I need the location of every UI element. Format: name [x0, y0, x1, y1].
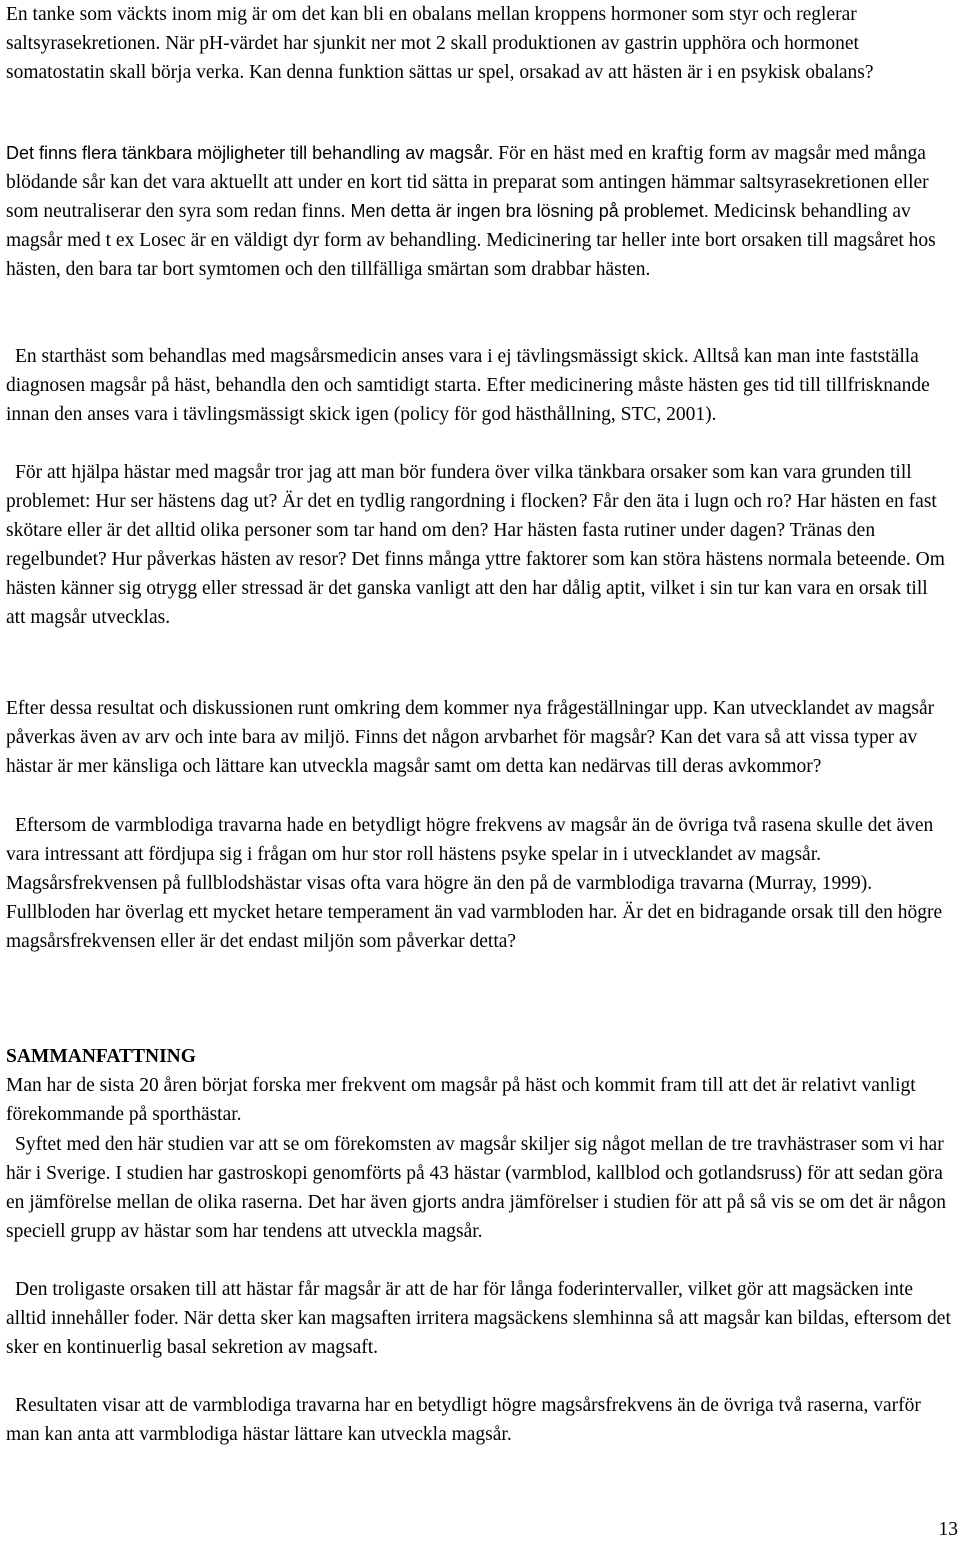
p4-text: För att hjälpa hästar med magsår tror jag att man bör fundera över vilka tänkbara orsaker som kan vara grunden till problemet: Hur ser hästens dag ut? Är det en tydlig rangordning i flocken? Får den äta i lugn och ro? Har hästen en fast skötare eller är det alltid olika personer som tar hand om den? Har hästen fasta rutiner under dagen? Tränas den regelbundet? Hur påverkas hästen av resor? Det finns många yttre faktorer som kan störa hästens normala beteende. Om hästen känner sig otrygg eller stressad är det ganska vanligt att den har dålig aptit, vilket i sin tur kan vara en orsak till att magsår utvecklas. — [6, 462, 950, 629]
p2-serif-end: Medicinsk behandling av magsår med t ex Losec är en väldigt dyr form av behandling. Medicinering tar heller inte bort orsaken till magsåret hos hästen, den bara tar bort symtomen och den tillfälliga smärtan som drabbar hästen. — [6, 201, 941, 281]
page-number: 13 — [938, 1519, 958, 1540]
paragraph-heredity — [6, 694, 952, 781]
summary-paragraph-cause — [6, 1275, 956, 1362]
p2-sans-mid: Men detta är ingen bra lösning på problemet. — [345, 201, 709, 222]
paragraph-starthast — [6, 342, 952, 429]
p1-serif: En tanke som väckts inom mig är om det kan bli en obalans mellan kroppens hormoner som styr och reglerar saltsyrasekretionen. När pH-värdet har sjunkit ner mot 2 skall produktionen av gastrin upphöra och hormonet somatostatin skall börja verka. Kan denna funktion sättas ur spel, orsakad av att hästen är i en psykisk obalans? — [6, 4, 874, 84]
s3-text: Den troligaste orsaken till att hästar får magsår är att de har för långa foderintervaller, vilket gör att magsäcken inte alltid innehåller foder. När detta sker kan magsaften irritera magsäckens slemhinna så att magsår kan bildas, eftersom det sker en kontinuerlig basal sekretion av magsaft. — [6, 1279, 956, 1359]
paragraph-treatment — [6, 139, 952, 284]
summary-paragraph-intro — [6, 1071, 952, 1129]
p2-sans-lead: Det finns flera tänkbara möjligheter till behandling av magsår. — [6, 143, 494, 163]
paragraph-hormone-imbalance — [6, 0, 952, 87]
s2-text: Syftet med den här studien var att se om förekomsten av magsår skiljer sig något mellan de tre travhästraser som vi har här i Sverige. I studien har gastroskopi genomförts på 43 hästar (varmblod, kallblod och gotlandsruss) för att sedan göra en jämförelse mellan de olika raserna. Det har även gjorts andra jämförelser i studien för att på så vis se om det är någon speciell grupp av hästar som har tendens att utveckla magsår. — [6, 1134, 951, 1243]
p6-text: Eftersom de varmblodiga travarna hade en betydligt högre frekvens av magsår än de övriga två rasena skulle det även vara intressant att fördjupa sig i frågan om hur stor roll hästens psyke spelar in i utvecklandet av magsår. Magsårsfrekvensen på fullblodshästar visas ofta vara högre än den på de varmblodiga travarna (Murray, 1999). Fullbloden har överlag ett mycket hetare temperament än vad varmbloden har. Är det en bidragande orsak till den högre magsårsfrekvensen eller är det endast miljön som påverkar detta? — [6, 815, 948, 953]
p5-text: Efter dessa resultat och diskussionen runt omkring dem kommer nya frågeställningar upp. Kan utvecklandet av magsår påverkas även av arv och inte bara av miljö. Finns det någon arvbarhet för magsår? Kan det vara så att vissa typer av hästar är mer känsliga och lättare kan utveckla magsår samt om detta kan nedärvas till deras avkommor? — [6, 698, 940, 778]
s4-text: Resultaten visar att de varmblodiga travarna har en betydligt högre magsårsfrekvens än de övriga två raserna, varför man kan anta att varmblodiga hästar lättare kan utveckla magsår. — [6, 1395, 926, 1446]
summary-paragraph-aim — [6, 1130, 952, 1246]
section-heading-sammanfattning: SAMMANFATTNING — [6, 1046, 196, 1067]
paragraph-temperament — [6, 811, 952, 956]
paragraph-causes — [6, 458, 952, 633]
p3-text: En starthäst som behandlas med magsårsmedicin anses vara i ej tävlingsmässigt skick. Alltså kan man inte fastställa diagnosen magsår på häst, behandla den och samtidigt starta. Efter medicinering måste hästen ges tid till tillfrisknande innan den anses vara i tävlingsmässigt skick igen (policy för god hästhållning, STC, 2001). — [6, 346, 935, 426]
summary-paragraph-results — [6, 1391, 952, 1449]
s1-text: Man har de sista 20 åren börjat forska mer frekvent om magsår på häst och kommit fram till att det är relativt vanligt förekommande på sporthästar. — [6, 1075, 921, 1126]
p2-serif-body: För en häst med en kraftig form av magsår med många blödande sår kan det vara aktuellt att under en kort tid sätta in preparat som antingen hämmar saltsyrasekretionen eller som neutraliserar den syra som redan finns. — [6, 143, 934, 223]
